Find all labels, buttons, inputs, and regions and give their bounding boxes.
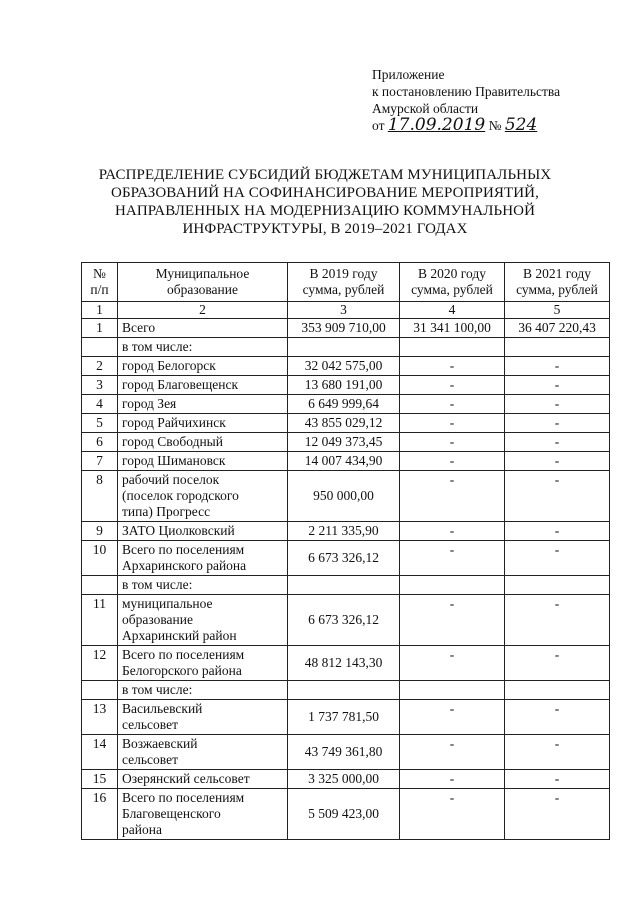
appendix-region: Амурской области [372,101,479,116]
table-row [82,319,610,338]
municipality-name-line: в том числе: [122,682,193,697]
amount-2021: - [505,770,610,789]
municipality-name-line: Возжаевский [122,736,198,751]
amount-2020: - [400,789,505,840]
table-row [82,789,610,840]
municipality-name [118,595,288,646]
municipality-name [118,700,288,735]
amount-2019: 353 909 710,00 [288,319,400,338]
municipality-name [118,789,288,840]
table-header-row [82,263,610,302]
decree-number: 524 [504,115,538,135]
municipality-name-line: Архаринский район [122,628,237,643]
amount-2020 [400,576,505,595]
table-row [82,338,610,357]
number-prefix: № [488,118,502,133]
municipality-name-line: сельсовет [122,717,178,732]
municipality-name-line: муниципальное [122,596,213,611]
row-number: 11 [82,595,118,646]
amount-2020: - [400,541,505,576]
municipality-name [118,357,288,376]
amount-2021: - [505,789,610,840]
title-line: ОБРАЗОВАНИЙ НА СОФИНАНСИРОВАНИЕ МЕРОПРИЯТИЙ, [111,185,539,201]
amount-2019: 2 211 335,90 [288,522,400,541]
amount-2019: 43 855 029,12 [288,414,400,433]
row-number [82,681,118,700]
amount-2019: 6 673 326,12 [288,595,400,646]
amount-2019: 13 680 191,00 [288,376,400,395]
row-number: 16 [82,789,118,840]
amount-2019: 48 812 143,30 [288,646,400,681]
amount-2019: 950 000,00 [288,471,400,522]
municipality-name-line: город Зея [122,396,177,411]
municipality-name-line: в том числе: [122,577,193,592]
municipality-name-line: Васильевский [122,701,203,716]
municipality-name-line: город Райчихинск [122,415,226,430]
municipality-name-line: город Благовещенск [122,377,239,392]
header-2020: В 2020 году сумма, рублей [400,263,505,302]
row-number: 3 [82,376,118,395]
municipality-name [118,433,288,452]
amount-2021 [505,338,610,357]
amount-2019: 3 325 000,00 [288,770,400,789]
municipality-name-line: в том числе: [122,339,193,354]
column-index: 2 [118,302,288,319]
subsidy-table [81,262,610,840]
row-number: 13 [82,700,118,735]
municipality-name-line: город Шимановск [122,453,226,468]
amount-2021: - [505,376,610,395]
row-number: 9 [82,522,118,541]
row-number: 4 [82,395,118,414]
table-row [82,433,610,452]
municipality-name-line: Белогорского района [122,663,242,678]
municipality-name-line: Всего по поселениям [122,790,245,805]
row-number: 6 [82,433,118,452]
amount-2020: - [400,770,505,789]
row-number: 5 [82,414,118,433]
amount-2020 [400,338,505,357]
municipality-name [118,541,288,576]
municipality-name [118,452,288,471]
municipality-name [118,522,288,541]
row-number [82,338,118,357]
amount-2020: - [400,433,505,452]
amount-2021: - [505,414,610,433]
municipality-name [118,414,288,433]
date-prefix: от [372,118,385,133]
municipality-name [118,646,288,681]
table-row [82,681,610,700]
amount-2019: 12 049 373,45 [288,433,400,452]
amount-2019 [288,681,400,700]
row-number: 1 [82,319,118,338]
table-row [82,576,610,595]
table-row [82,395,610,414]
amount-2019 [288,576,400,595]
municipality-name-line: рабочий поселок [122,472,220,487]
amount-2021: - [505,452,610,471]
table-row [82,414,610,433]
amount-2021: - [505,595,610,646]
amount-2019: 43 749 361,80 [288,735,400,770]
title-line: РАСПРЕДЕЛЕНИЕ СУБСИДИЙ БЮДЖЕТАМ МУНИЦИПАЛЬНЫХ [98,167,552,183]
amount-2021: - [505,395,610,414]
amount-2020: - [400,452,505,471]
table-row [82,595,610,646]
column-index: 5 [505,302,610,319]
municipality-name-line: город Белогорск [122,358,216,373]
municipality-name [118,319,288,338]
amount-2021: - [505,646,610,681]
amount-2021 [505,681,610,700]
table-row [82,735,610,770]
municipality-name [118,770,288,789]
table-row [82,700,610,735]
municipality-name [118,338,288,357]
amount-2021: - [505,735,610,770]
municipality-name-line: района [122,822,162,837]
amount-2021: - [505,471,610,522]
municipality-name [118,735,288,770]
appendix-decree: к постановлению Правительства [372,84,561,99]
amount-2019: 14 007 434,90 [288,452,400,471]
amount-2021: - [505,700,610,735]
amount-2020: - [400,357,505,376]
header-number: № п/п [82,263,118,302]
amount-2020: - [400,595,505,646]
table-row [82,376,610,395]
amount-2021: - [505,541,610,576]
amount-2020: - [400,735,505,770]
municipality-name [118,681,288,700]
municipality-name-line: Всего [122,320,156,335]
column-index-row [82,302,610,319]
table-row [82,770,610,789]
amount-2021: - [505,357,610,376]
municipality-name-line: образование [122,612,193,627]
table-row [82,452,610,471]
appendix-date-line [372,117,560,134]
amount-2020: - [400,700,505,735]
table-row [82,471,610,522]
amount-2021: - [505,433,610,452]
table-row [82,522,610,541]
appendix-header [372,66,560,134]
amount-2021: 36 407 220,43 [505,319,610,338]
municipality-name-line: (поселок городского [122,488,239,503]
municipality-name-line: ЗАТО Циолковский [122,523,235,538]
table-body [82,319,610,840]
amount-2020 [400,681,505,700]
municipality-name-line: Озерянский сельсовет [122,771,250,786]
document-title [70,166,580,238]
table-row [82,541,610,576]
header-municipality: Муниципальное образование [118,263,288,302]
amount-2019: 6 673 326,12 [288,541,400,576]
amount-2019: 1 737 781,50 [288,700,400,735]
amount-2020: - [400,395,505,414]
appendix-label: Приложение [372,67,445,82]
row-number: 12 [82,646,118,681]
amount-2019: 5 509 423,00 [288,789,400,840]
title-line: НАПРАВЛЕННЫХ НА МОДЕРНИЗАЦИЮ КОММУНАЛЬНОЙ [114,203,536,219]
amount-2019: 32 042 575,00 [288,357,400,376]
table-row [82,646,610,681]
amount-2020: - [400,522,505,541]
amount-2021 [505,576,610,595]
row-number: 7 [82,452,118,471]
municipality-name-line: Всего по поселениям [122,647,245,662]
municipality-name [118,395,288,414]
column-index: 1 [82,302,118,319]
title-line: ИНФРАСТРУКТУРЫ, В 2019–2021 ГОДАХ [182,221,468,237]
row-number: 14 [82,735,118,770]
municipality-name-line: Архаринского района [122,558,247,573]
municipality-name-line: Всего по поселениям [122,542,245,557]
decree-date: 17.09.2019 [387,115,486,135]
municipality-name [118,376,288,395]
amount-2020: - [400,414,505,433]
amount-2019 [288,338,400,357]
column-index: 4 [400,302,505,319]
amount-2020: - [400,376,505,395]
amount-2020: 31 341 100,00 [400,319,505,338]
row-number: 10 [82,541,118,576]
row-number [82,576,118,595]
municipality-name-line: Благовещенского [122,806,221,821]
header-2019: В 2019 году сумма, рублей [288,263,400,302]
amount-2021: - [505,522,610,541]
column-index: 3 [288,302,400,319]
row-number: 2 [82,357,118,376]
header-2021: В 2021 году сумма, рублей [505,263,610,302]
amount-2020: - [400,646,505,681]
table-row [82,357,610,376]
municipality-name-line: город Свободный [122,434,223,449]
row-number: 8 [82,471,118,522]
amount-2019: 6 649 999,64 [288,395,400,414]
row-number: 15 [82,770,118,789]
municipality-name [118,471,288,522]
municipality-name-line: сельсовет [122,752,178,767]
municipality-name [118,576,288,595]
amount-2020: - [400,471,505,522]
municipality-name-line: типа) Прогресс [122,504,211,519]
